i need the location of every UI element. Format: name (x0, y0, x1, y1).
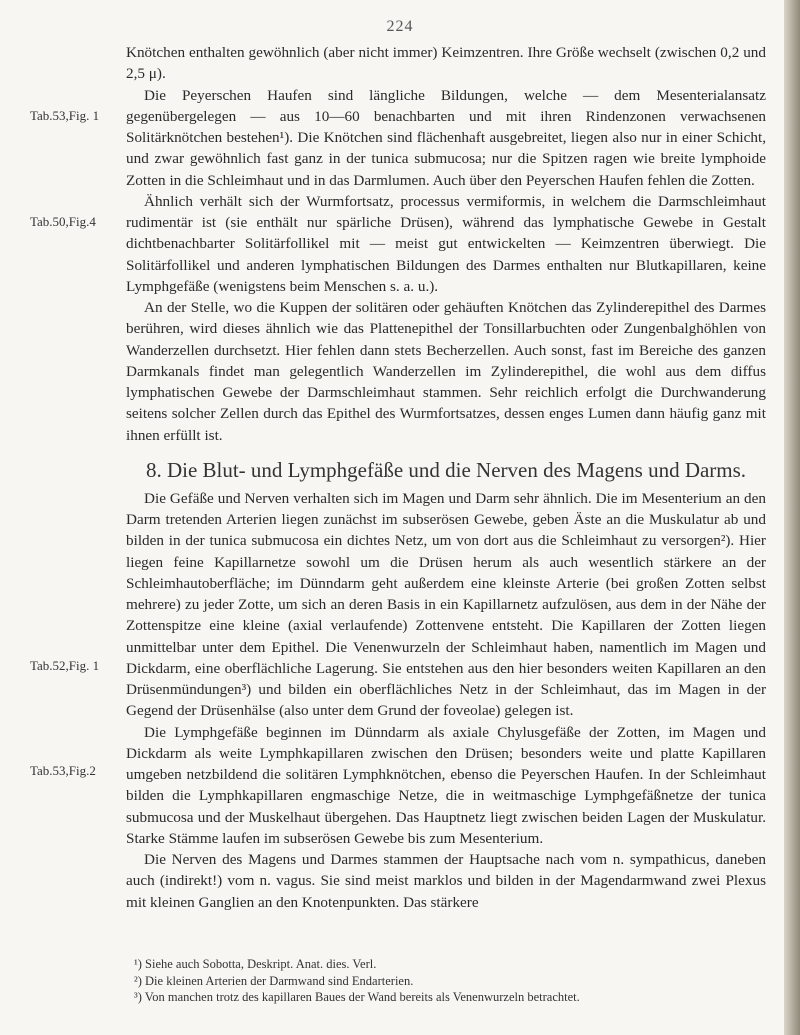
footnote: ³) Von manchen trotz des kapillaren Baues der Wand bereits als Venenwurzeln betrachtet. (134, 990, 580, 1004)
footnote: ¹) Siehe auch Sobotta, Deskript. Anat. dies. Verl. (134, 957, 377, 971)
margin-reference-tab53-fig2: Tab.53,Fig.2 (30, 763, 96, 778)
paragraph-gefaesse: Die Gefäße und Nerven verhalten sich im Magen und Darm sehr ähnlich. Die im Mesenterium an den Darm tretenden Arterien liegen zunächst im subserösen Gewebe, geben Äste an die Muskulatur ab und bilden in der tunica submucosa ein dichtes Netz, um von dort aus die Schleimhaut zu versorgen²). Hier liegen feine Kapillarnetze sowohl um die Drüsen herum als auch wesentlich stärkere an der Schleimhautoberfläche; im Dünndarm geht außerdem eine kleinste Arterie (bei großen Zotten selbst mehrere) zu jeder Zotte, um sich an deren Basis in ein Kapillarnetz aufzulösen, aus dem in der Nähe der Zottenspitze eine kleine (axial verlaufende) Zottenvene entsteht. Die Kapillaren der Zotten liegen unmittelbar unter dem Epithel. Die Venenwurzeln der Schleimhaut haben, namentlich im Magen und Dickdarm, eine oberflächliche Lagerung. Sie entstehen aus den hier besonders weiten Kapillaren an den Drüsenmündungen³) und bilden ein oberflächliches Netz in der Schleimhaut, das im Magen in der Gegend der Drüsenhälse (also unter dem Grund der foveolae) gelegen ist. (126, 489, 766, 720)
margin-reference-tab53-fig1: Tab.53,Fig. 1 (30, 108, 100, 123)
paragraph-wurmfortsatz: Ähnlich verhält sich der Wurmfortsatz, processus vermiformis, in welchem die Darmschleimhaut rudimentär ist (sie enthält nur spärliche Drüsen), während das lymphatische Gewebe in Gestalt dichtbenachbarter Solitärfollikel mit — meist gut entwickelten — Keimzentren überwiegt. Die Solitärfollikel und anderen lymphatischen Bildungen des Darmes enthalten nur Blutkapillaren, keine Lymphgefäße (wenigstens beim Menschen s. a. u.). (126, 192, 766, 295)
section-heading: 8. Die Blut- und Lymphgefäße und die Nerven des Magens und Darms. (145, 457, 747, 482)
paragraph: Knötchen enthalten gewöhnlich (aber nicht immer) Keimzentren. Ihre Größe wechselt (zwischen 0,2 und 2,5 μ). (126, 44, 766, 83)
margin-reference-tab52-fig1: Tab.52,Fig. 1 (30, 658, 100, 673)
paragraph-nerven: Die Nerven des Magens und Darmes stammen der Hauptsache nach vom n. sympathicus, daneben auch (indirekt!) vom n. vagus. Sie sind meist marklos und bilden in der Magendarmwand zwei Plexus mit kleinen Ganglien an den Knotenpunkten. Das stärkere (126, 851, 766, 911)
paragraph-lymphgefaesse: Die Lymphgefäße beginnen im Dünndarm als axiale Chylusgefäße der Zotten, im Magen und Dickdarm als weite Lymphkapillaren zwischen den Drüsen; besonders weite und platte Kapillaren umgeben netzbildend die solitären Lymphknötchen, ebenso die Peyerschen Haufen. In der Schleimhaut bilden die Lymphkapillaren engmaschige Netze, die in weitmaschige Lymphgefäßnetze der tunica submucosa und der Muskelhaut übergehen. Das Hauptnetz liegt zwischen beiden Lagen der Muskulatur. Starke Stämme laufen im subserösen Gewebe bis zum Mesenterium. (126, 723, 766, 847)
body-text (126, 42, 766, 913)
paragraph-wanderzellen: An der Stelle, wo die Kuppen der solitären oder gehäuften Knötchen das Zylinderepithel des Darmes berühren, wird dieses ähnlich wie das Plattenepithel der Tonsillarbuchten oder Zungenbalghöhlen von Wanderzellen durchsetzt. Hier fehlen dann stets Becherzellen. Auch sonst, fast im Bereiche des ganzen Darmkanals findet man gelegentlich Wanderzellen im Zylinderepithel, die wohl aus dem diffus lymphatischen Gewebe der Darmschleimhaut stammen. Sehr reichlich erfolgt die Durchwanderung seitens solcher Zellen durch das Epithel des Wurmfortsatzes, dessen enges Lumen dann häufig ganz mit ihnen erfüllt ist. (126, 299, 766, 444)
page-edge-shadow (784, 0, 800, 1035)
footnotes (126, 956, 766, 1006)
page-number: 224 (386, 18, 414, 35)
footnote: ²) Die kleinen Arterien der Darmwand sind Endarterien. (134, 973, 414, 988)
margin-reference-tab50-fig4: Tab.50,Fig.4 (30, 214, 96, 229)
paragraph-peyersche-haufen: Die Peyerschen Haufen sind längliche Bildungen, welche — dem Mesenterialansatz gegenübergelegen — aus 10—60 benachbarten und mit ihren Rindenzonen verwachsenen Solitärknötchen bestehen¹). Die Knötchen sind flächenhaft ausgebreitet, liegen also nur in einer Schicht, und zwar gewöhnlich fast ganz in der tunica submucosa; nur die Spitzen ragen wie breite lymphoide Zotten in die Schleimhaut und in das Darmlumen. Auch über den Peyerschen Haufen fehlen die Zotten. (126, 86, 766, 189)
